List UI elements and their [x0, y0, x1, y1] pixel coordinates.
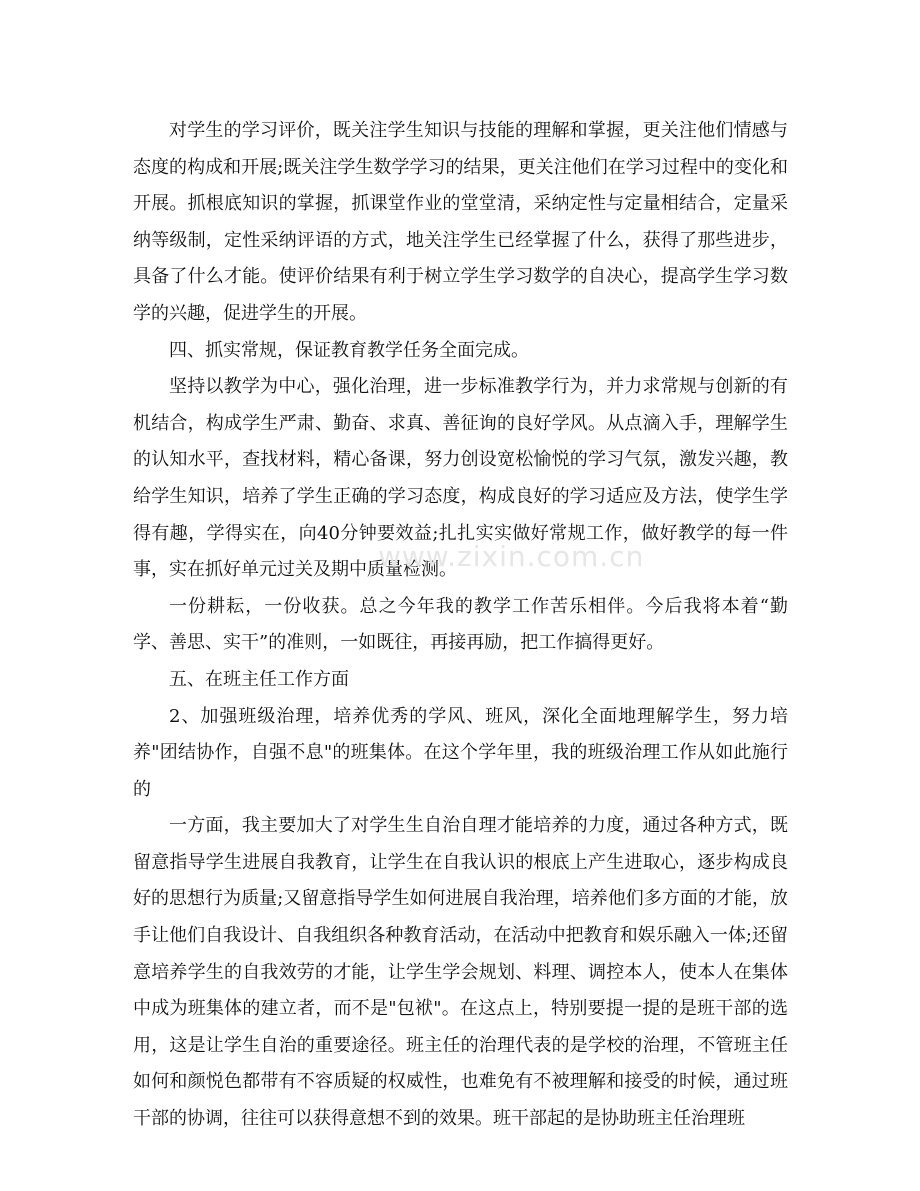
- paragraph-teaching-routine: 坚持以教学为中心，强化治理，进一步标准教学行为，并力求常规与创新的有机结合，构成学生严肃、勤奋、求真、善征询的良好学风。从点滴入手，理解学生的认知水平，查找材料，精心备课，努力创设宽松愉悦的学习气氛，激发兴趣，教给学生知识，培养了学生正确的学习态度，构成良好的学习适应及方法，使学生学得有趣，学得实在，向40分钟要效益;扎扎实实做好常规工作，做好教学的每一件事，实在抓好单元过关及期中质量检测。: [133, 376, 788, 581]
- paragraph-self-management: 一方面，我主要加大了对学生生自治自理才能培养的力度，通过各种方式，既留意指导学生进展自我教育，让学生在自我认识的根底上产生进取心，逐步构成良好的思想行为质量;又留意指导学生如何进展自我治理，培养他们多方面的才能，放手让他们自我设计、自我组织各种教育活动，在活动中把教育和娱乐融入一体;还留意培养学生的自我效劳的才能，让学生学会规划、料理、调控本人，使本人在集体中成为班集体的建立者，而不是"包袱"。在这点上，特别要提一提的是班干部的选用，这是让学生自治的重要途径。班主任的治理代表的是学校的治理，不管班主任如何和颜悦色都带有不容质疑的权威性，也难免有不被理解和接受的时候，通过班干部的协调，往往可以获得意想不到的效果。班干部起的是协助班主任治理班: [133, 815, 788, 1130]
- paragraph-learning-evaluation: 对学生的学习评价，既关注学生知识与技能的理解和掌握，更关注他们情感与态度的构成和开展;既关注学生数学学习的结果，更关注他们在学习过程中的变化和开展。抓根底知识的掌握，抓课堂作业的堂堂清，采纳定性与定量相结合，定量采纳等级制，定性采纳评语的方式，地关注学生已经掌握了什么，获得了那些进步，具备了什么才能。使评价结果有利于树立学生学习数学的自决心，提高学生学习数学的兴趣，促进学生的开展。: [133, 120, 788, 324]
- paragraph-summary: 一份耕耘，一份收获。总之今年我的教学工作苦乐相伴。今后我将本着“勤学、善思、实干”的准则，一如既往，再接再励，把工作搞得更好。: [133, 595, 788, 654]
- heading-section-five: 五、在班主任工作方面: [169, 668, 349, 690]
- watermark-text: www.zixin.com.cn: [378, 540, 645, 573]
- paragraph-class-management: 2、加强班级治理，培养优秀的学风、班风，深化全面地理解学生，努力培养"团结协作，自强不息"的班集体。在这个学年里，我的班级治理工作从如此施行的: [133, 705, 788, 800]
- document-body: [133, 113, 788, 1138]
- heading-section-four: 四、抓实常规，保证教育教学任务全面完成。: [169, 339, 529, 361]
